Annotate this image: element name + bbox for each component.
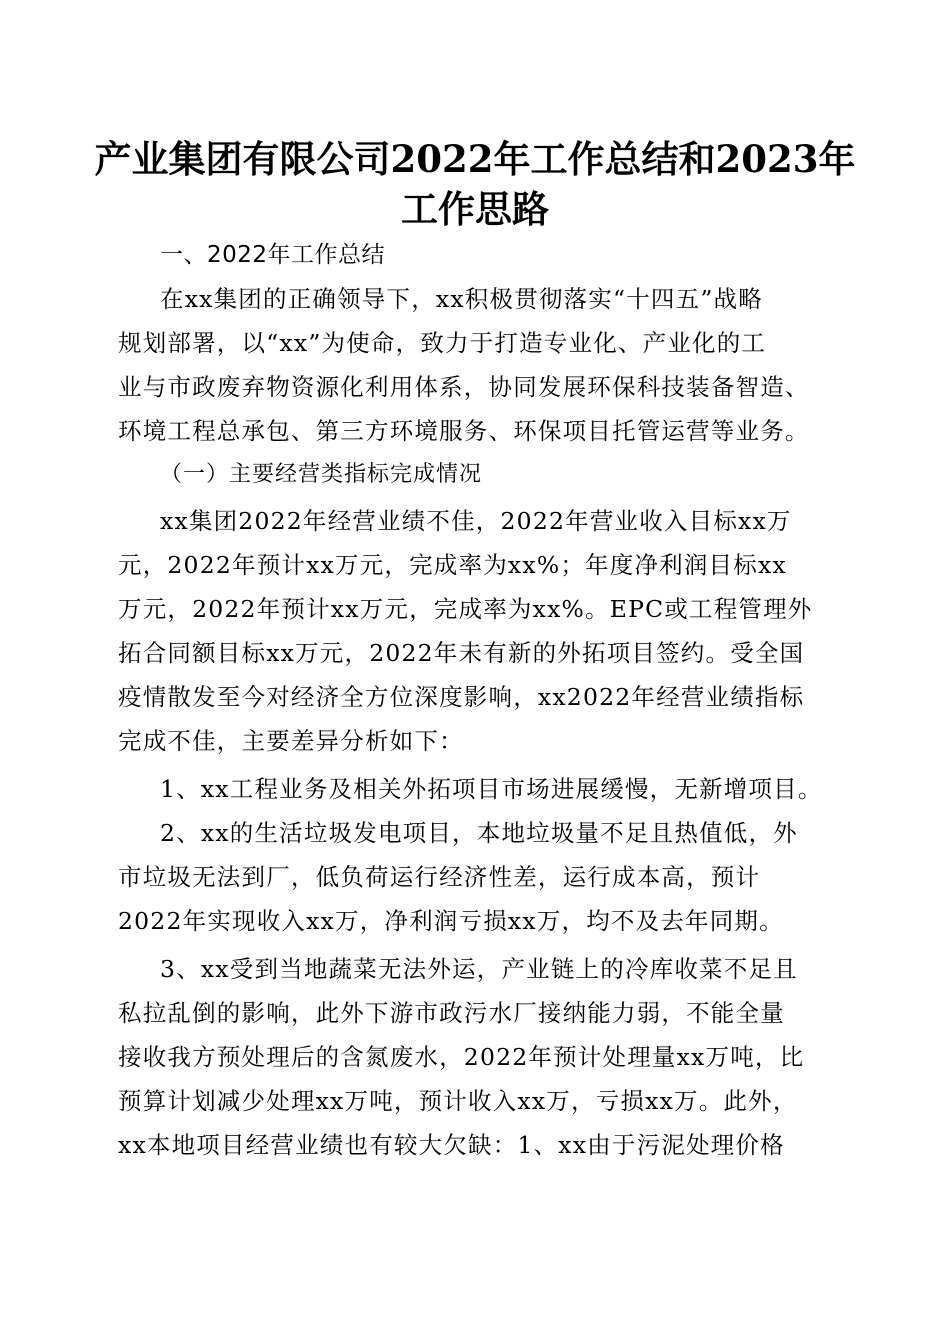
list-item-line: 市垃圾无法到厂，低负荷运行经济性差，运行成本高，预计: [118, 863, 761, 891]
paragraph-line: 规划部署，以“xx”为使命，致力于打造专业化、产业化的工: [118, 329, 767, 357]
paragraph-line: 环境工程总承包、第三方环境服务、环保项目托管运营等业务。: [118, 417, 810, 445]
paragraph-line: xx集团2022年经营业绩不佳，2022年营业收入目标xx万: [160, 507, 792, 535]
paragraph-line: 疫情散发至今对经济全方位深度影响，xx2022年经营业绩指标: [118, 683, 805, 711]
list-item-line: 接收我方预处理后的含氮废水，2022年预计处理量xx万吨，比: [118, 1043, 805, 1071]
list-item-line: 私拉乱倒的影响，此外下游市政污水厂接纳能力弱，不能全量: [118, 999, 785, 1027]
paragraph-line: 拓合同额目标xx万元，2022年未有新的外拓项目签约。受全国: [118, 639, 805, 667]
section-heading-2022-summary: 一、2022年工作总结: [160, 242, 386, 268]
document-title-line-1: 产业集团有限公司2022年工作总结和2023年: [94, 137, 856, 181]
list-item-line: 预算计划减少处理xx万吨，预计收入xx万，亏损xx万。此外，: [118, 1087, 798, 1115]
list-item-line: 3、xx受到当地蔬菜无法外运，产业链上的冷库收菜不足且: [160, 955, 798, 983]
paragraph-line: 在xx集团的正确领导下，xx积极贯彻落实“十四五”战略: [160, 285, 763, 313]
document-title-line-2: 工作思路: [401, 187, 549, 231]
paragraph-line: 业与市政废弃物资源化利用体系，协同发展环保科技装备智造、: [118, 373, 810, 401]
list-item-line: 2022年实现收入xx万，净利润亏损xx万，均不及去年同期。: [118, 907, 784, 935]
paragraph-line: 元，2022年预计xx万元，完成率为xx%；年度净利润目标xx: [118, 551, 787, 579]
paragraph-line: 万元，2022年预计xx万元，完成率为xx%。EPC或工程管理外: [118, 595, 813, 623]
list-item-line: xx本地项目经营业绩也有较大欠缺：1、xx由于污泥处理价格: [118, 1131, 785, 1159]
paragraph-line: 完成不佳，主要差异分析如下：: [118, 727, 464, 755]
subsection-heading-indicators: （一）主要经营类指标完成情况: [160, 462, 483, 487]
list-item-line: 1、xx工程业务及相关外拓项目市场进展缓慢，无新增项目。: [160, 775, 823, 803]
list-item-line: 2、xx的生活垃圾发电项目，本地垃圾量不足且热值低，外: [160, 819, 798, 847]
